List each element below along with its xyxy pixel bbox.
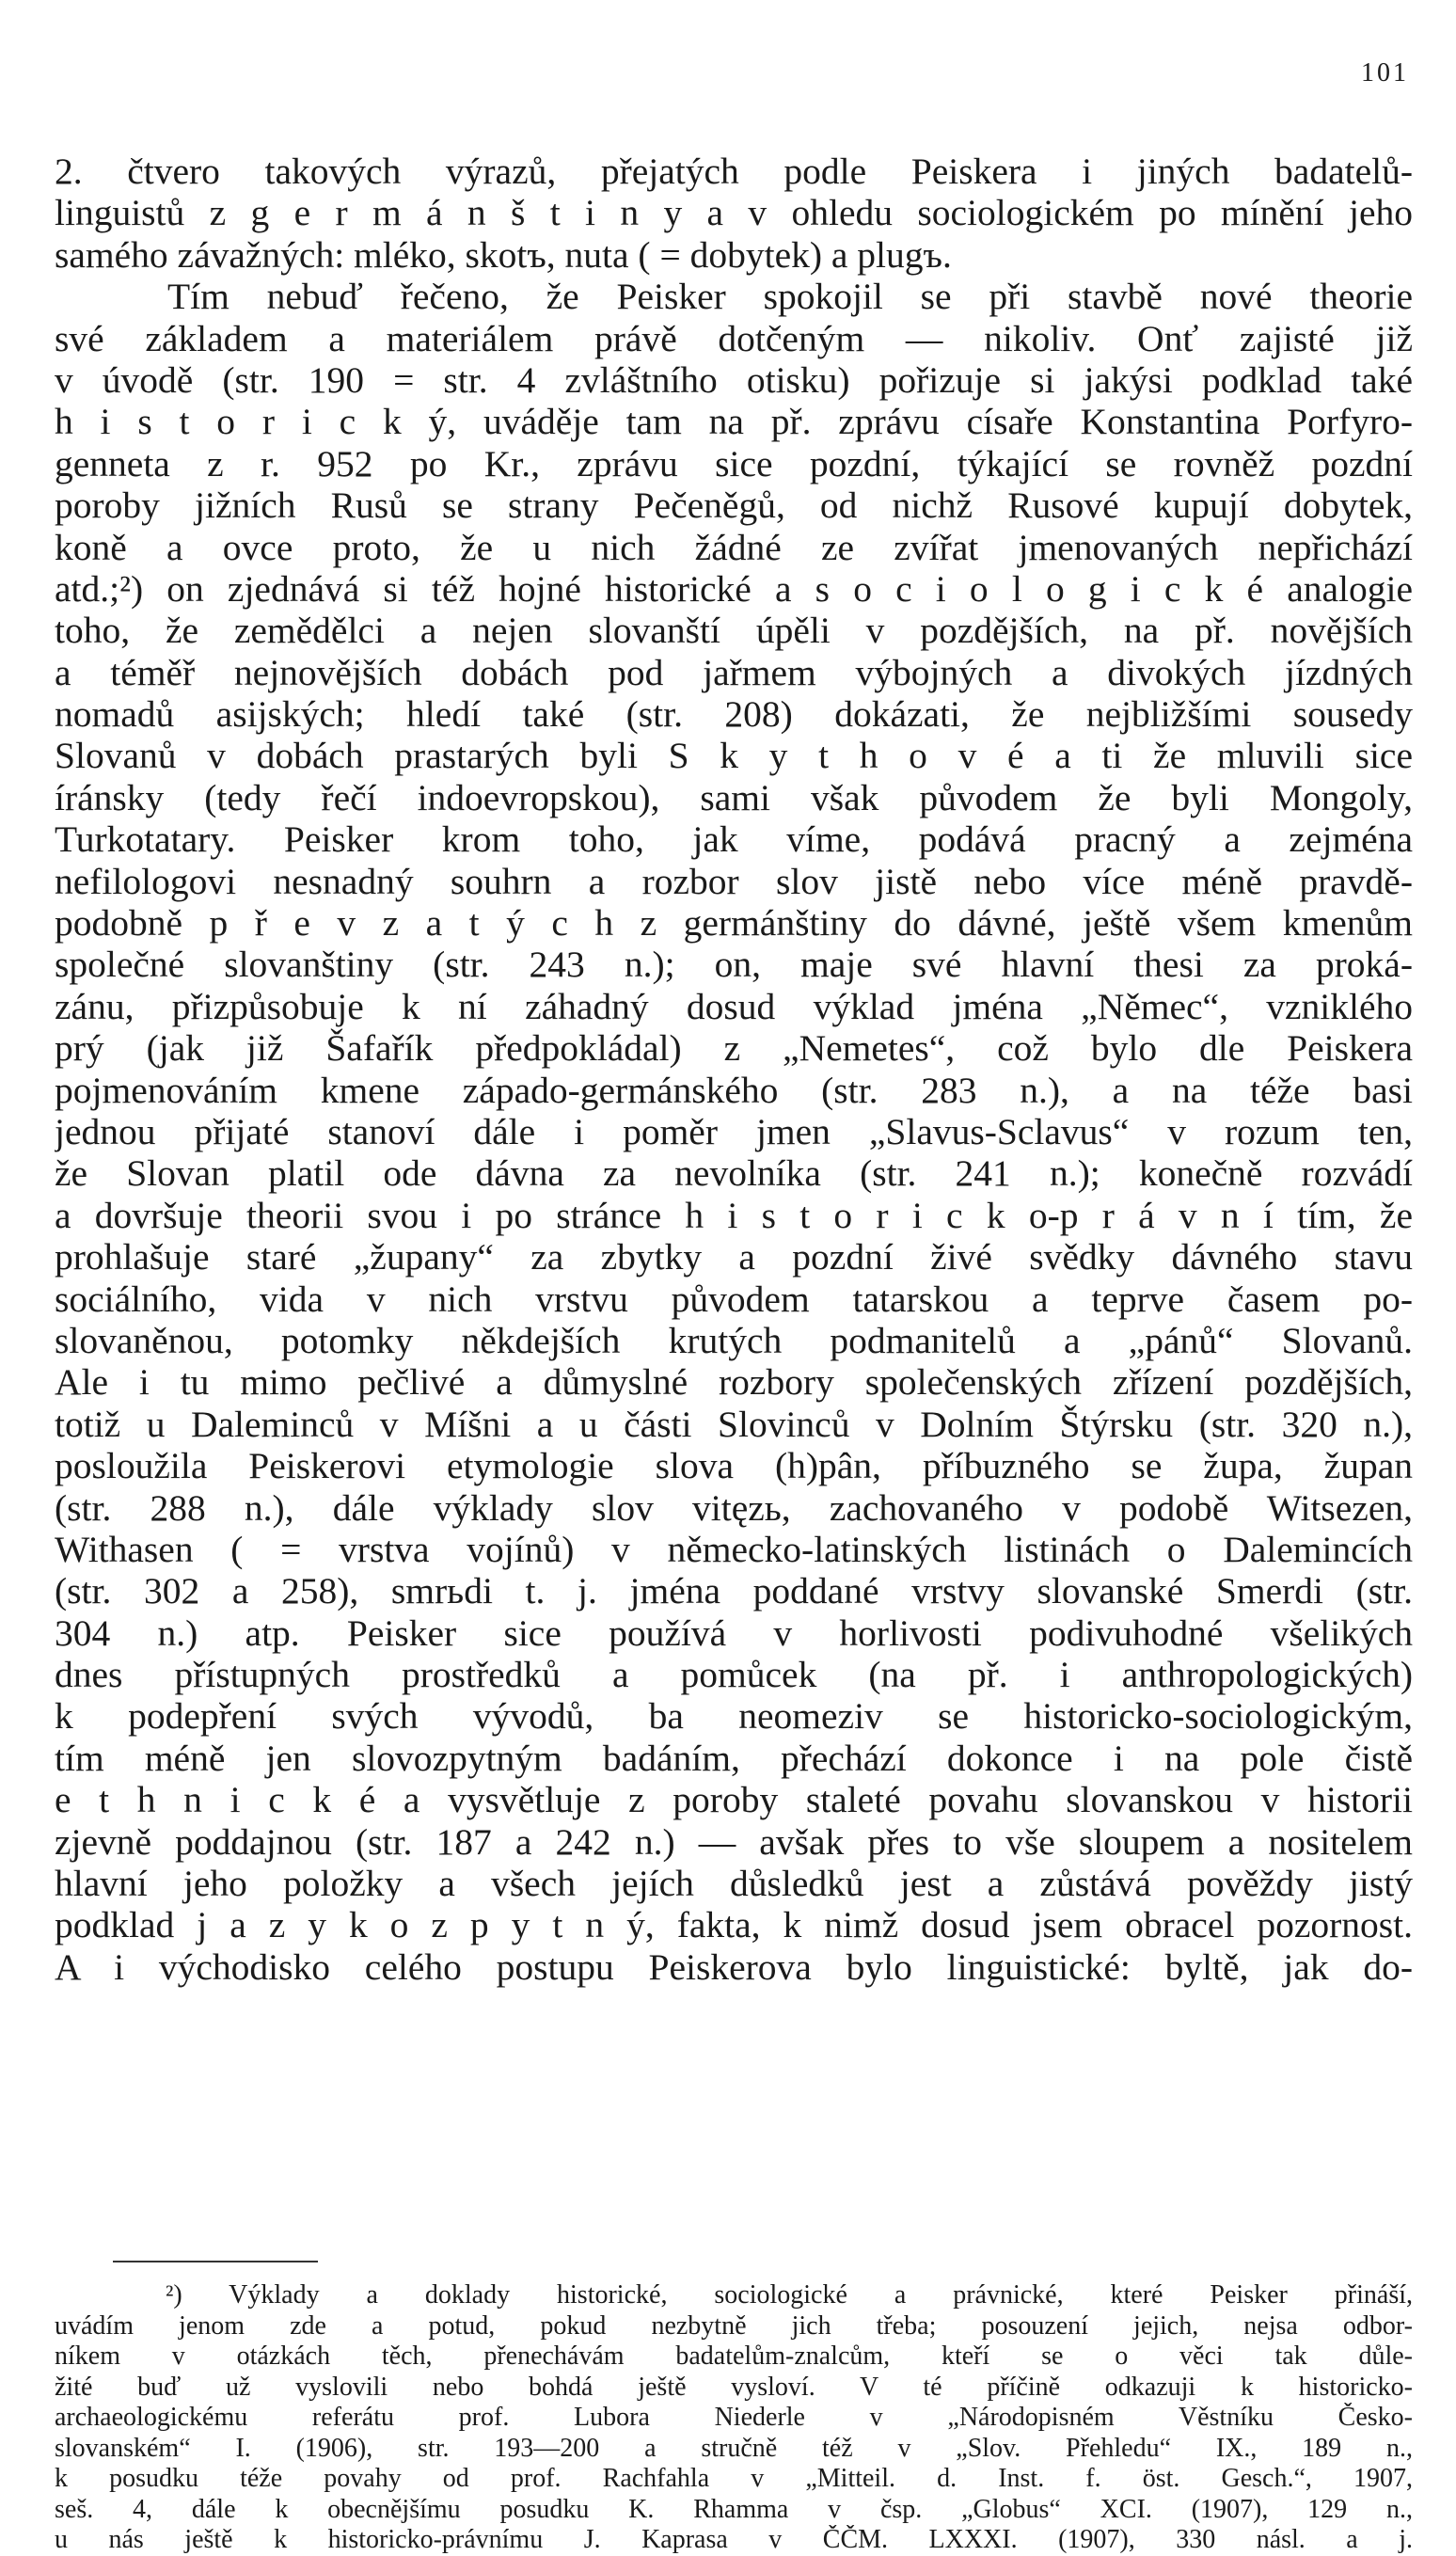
text-line: hlavní jeho položky a všech jejích důsledků jest a zůstává pověždy jistý bbox=[55, 1863, 1413, 1905]
text-line: 2. čtvero takových výrazů, přejatých podle Peiskera i jiných badatelů- bbox=[55, 151, 1413, 192]
text-line: linguistů z g e r m á n š t i n y a v ohledu sociologickém po mínění jeho bbox=[55, 192, 1413, 234]
page-number: 101 bbox=[1361, 58, 1409, 87]
text-line: své základem a materiálem právě dotčeným — nikoliv. Onť zajisté již bbox=[55, 317, 1413, 359]
footnote-divider bbox=[113, 2261, 318, 2262]
text-line: slovaněnou, potomky někdejších krutých podmanitelů a „pánů“ Slovanů. bbox=[55, 1319, 1413, 1361]
text-line: nomadů asijských; hledí také (str. 208) dokázati, že nejbližšími sousedy bbox=[55, 693, 1413, 736]
text-line: poroby jižních Rusů se strany Pečeněgů, od nichž Rusové kupují dobytek, bbox=[55, 484, 1413, 527]
footnote-line: níkem v otázkách těch, přenechávám badatelům-znalcům, kteří se o věci tak důle- bbox=[55, 2342, 1413, 2371]
footnotes bbox=[55, 2280, 1413, 2556]
text-line: a téměř nejnovějších dobách pod jařmem výbojných a divokých jízdných bbox=[55, 651, 1413, 693]
text-line: (str. 302 a 258), smrьdi t. j. jména poddané vrstvy slovanské Smerdi (str. bbox=[55, 1570, 1413, 1612]
text-line: v úvodě (str. 190 = str. 4 zvláštního otisku) pořizuje si jakýsi podklad také bbox=[55, 358, 1413, 401]
text-line: totiž u Daleminců v Míšni a u části Slovinců v Dolním Štýrsku (str. 320 n.), bbox=[55, 1403, 1413, 1445]
text-line: podklad j a z y k o z p y t n ý, fakta, k nimž dosud jsem obracel pozornost. bbox=[55, 1904, 1413, 1946]
text-line: genneta z r. 952 po Kr., zprávu sice pozdní, týkající se rovněž pozdní bbox=[55, 442, 1413, 484]
text-line: prohlašuje staré „župany“ za zbytky a pozdní živé svědky dávného stavu bbox=[55, 1236, 1413, 1278]
footnote-line: uvádím jenom zde a potud, pokud nezbytně jich třeba; posouzení jejich, nejsa odbor- bbox=[55, 2310, 1413, 2341]
text-line: Turkotatary. Peisker krom toho, jak víme, podává pracný a zejména bbox=[55, 818, 1413, 861]
text-line: pojmenováním kmene západo-germánského (str. 283 n.), a na téže basi bbox=[55, 1069, 1413, 1111]
text-line: 304 n.) atp. Peisker sice používá v horlivosti podivuhodné všelikých bbox=[55, 1611, 1413, 1654]
text-line: podobně p ř e v z a t ý c h z germánštiny do dávné, ještě všem kmenům bbox=[55, 902, 1413, 945]
footnote-line: seš. 4, dále k obecnějšímu posudku K. Rhamma v čsp. „Globus“ XCI. (1907), 129 n., bbox=[55, 2494, 1413, 2524]
text-line: koně a ovce proto, že u nich žádné ze zvířat jmenovaných nepřichází bbox=[55, 526, 1413, 568]
text-line: zánu, přizpůsobuje k ní záhadný dosud výklad jména „Němec“, vzniklého bbox=[55, 985, 1413, 1027]
footnote-line: archaeologickému referátu prof. Lubora Niederle v „Národopisném Věstníku Česko- bbox=[55, 2403, 1413, 2432]
text-line: prý (jak již Šafařík předpokládal) z „Nemetes“, což bylo dle Peiskera bbox=[55, 1027, 1413, 1070]
text-line: Withasen ( = vrstva vojínů) v německo-latinských listinách o Dalemincích bbox=[55, 1528, 1413, 1570]
text-line: společné slovanštiny (str. 243 n.); on, maje své hlavní thesi za proká- bbox=[55, 944, 1413, 986]
footnote-line: u nás ještě k historicko-právnímu J. Kaprasa v ČČM. LXXXI. (1907), 330 násl. a j. bbox=[55, 2525, 1413, 2554]
text-line: nefilologovi nesnadný souhrn a rozbor slov jistě nebo více méně pravdě- bbox=[55, 860, 1413, 902]
text-line: zjevně poddajnou (str. 187 a 242 n.) — avšak přes to vše sloupem a nositelem bbox=[55, 1820, 1413, 1863]
text-line: íránsky (tedy řečí indoevropskou), sami však původem že byli Mongoly, bbox=[55, 776, 1413, 818]
text-line: toho, že zemědělci a nejen slovanští úpěli v pozdějších, na př. novějších bbox=[55, 610, 1413, 652]
text-line: e t h n i c k é a vysvětluje z poroby staleté povahu slovanskou v historii bbox=[55, 1779, 1413, 1821]
text-line: že Slovan platil ode dávna za nevolníka (str. 241 n.); konečně rozvádí bbox=[55, 1152, 1413, 1195]
text-line: k podepření svých vývodů, ba neomeziv se historicko-sociologickým, bbox=[55, 1695, 1413, 1738]
text-line: A i východisko celého postupu Peiskerova bylo linguistické: byltě, jak do- bbox=[55, 1945, 1413, 1988]
text-line: Ale i tu mimo pečlivé a důmyslné rozbory společenských zřízení pozdějších, bbox=[55, 1361, 1413, 1404]
footnote-line: slovanském“ I. (1906), str. 193—200 a stručně též v „Slov. Přehledu“ IX., 189 n., bbox=[55, 2433, 1413, 2463]
text-line: sociálního, vida v nich vrstvu původem tatarskou a teprve časem po- bbox=[55, 1278, 1413, 1320]
text-line: jednou přijaté stanoví dále i poměr jmen „Slavus-Sclavus“ v rozum ten, bbox=[55, 1110, 1413, 1152]
body-text bbox=[55, 151, 1413, 1988]
text-line: dnes přístupných prostředků a pomůcek (na př. i anthropologických) bbox=[55, 1654, 1413, 1696]
text-line: Slovanů v dobách prastarých byli S k y t h o v é a ti že mluvili sice bbox=[55, 735, 1413, 777]
text-line: samého závažných: mléko, skotъ, nuta ( = dobytek) a plugъ. bbox=[55, 233, 952, 276]
text-line: a dovršuje theorii svou i po stránce h i s t o r i c k o-p r á v n í tím, že bbox=[55, 1194, 1413, 1236]
text-line: (str. 288 n.), dále výklady slov vitęzь, zachovaného v podobě Witsezen, bbox=[55, 1486, 1413, 1529]
text-line: h i s t o r i c k ý, uváděje tam na př. zprávu císaře Konstantina Porfyro- bbox=[55, 401, 1413, 443]
footnote-line: žité buď už vyslovili nebo bohdá ještě vysloví. V té příčině odkazuji k historicko- bbox=[55, 2372, 1413, 2402]
footnote-line: ²) Výklady a doklady historické, sociologické a právnické, které Peisker přináší, bbox=[166, 2280, 1413, 2310]
text-line: Tím nebuď řečeno, že Peisker spokojil se při stavbě nové theorie bbox=[167, 276, 1413, 318]
text-line: tím méně jen slovozpytným badáním, přechází dokonce i na pole čistě bbox=[55, 1737, 1413, 1779]
text-line: atd.;²) on zjednává si též hojné historické a s o c i o l o g i c k é analogie bbox=[55, 567, 1413, 610]
text-line: posloužila Peiskerovi etymologie slova (h)pân, příbuzného se župa, župan bbox=[55, 1445, 1413, 1487]
footnote-line: k posudku téže povahy od prof. Rachfahla v „Mitteil. d. Inst. f. öst. Gesch.“, 1907, bbox=[55, 2464, 1413, 2493]
